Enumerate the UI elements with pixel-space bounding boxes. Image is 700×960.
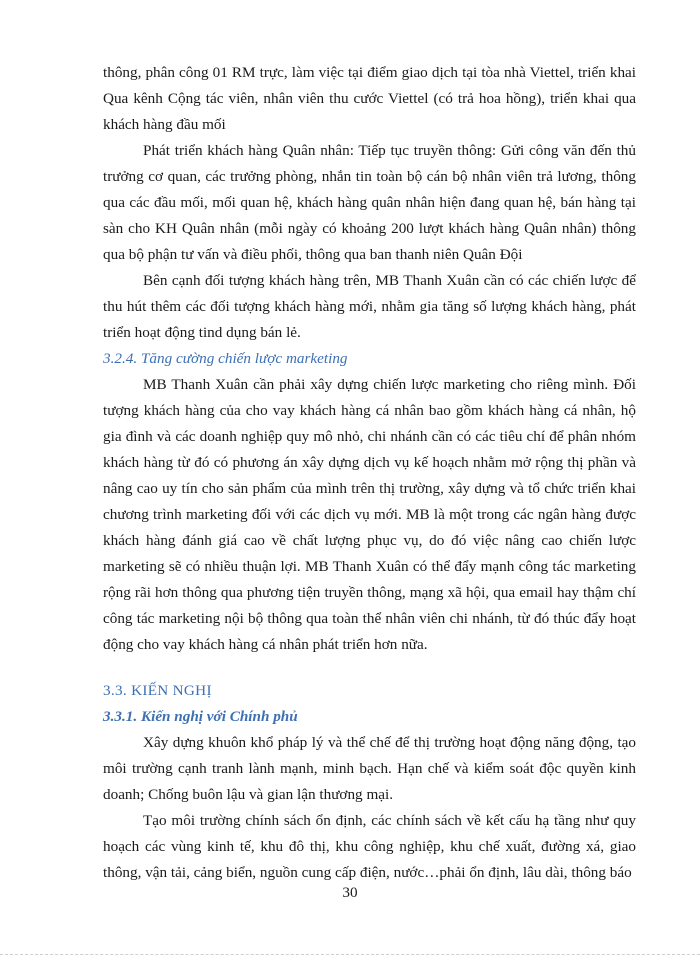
paragraph-chinh-sach: Tạo môi trường chính sách ổn định, các chính sách về kết cấu hạ tầng như quy hoạch các vùng kinh tế, khu đô thị, khu công nghiệp, khu chế xuất, đường xá, giao thông, vận tải, cảng biển, nguồn cung cấp điện, nước…phải ổn định, lâu dài, thông báo [103, 812, 636, 881]
body-text-bottom [103, 678, 636, 886]
page-bottom-rule [0, 954, 700, 955]
body-text-top [103, 60, 636, 658]
paragraph-doi-tuong: Bên cạnh đối tượng khách hàng trên, MB Thanh Xuân cần có các chiến lược để thu hút thêm các đối tượng khách hàng mới, nhằm gia tăng số lượng khách hàng, phát triển hoạt động tind dụng bán lẻ. [103, 272, 636, 341]
page-number: 30 [342, 884, 358, 901]
paragraph-marketing: MB Thanh Xuân cần phải xây dựng chiến lược marketing cho riêng mình. Đối tượng khách hàng của cho vay khách hàng cá nhân bao gồm khách hàng cá nhân, hộ gia đình và các doanh nghiệp quy mô nhỏ, chi nhánh cần có các tiêu chí để phân nhóm khách hàng từ đó có phương án xây dựng dịch vụ kế hoạch nhằm mở rộng thị phần và nâng cao uy tín cho sản phẩm của mình trên thị trường, xây dựng và tổ chức triển khai chương trình marketing đối với các dịch vụ mới. MB là một trong các ngân hàng được khách hàng đánh giá cao về chất lượng phục vụ, do đó việc nâng cao chiến lược marketing sẽ có nhiều thuận lợi. MB Thanh Xuân có thể đẩy mạnh công tác marketing rộng rãi hơn thông qua phương tiện truyền thông, mạng xã hội, qua email hay thậm chí công tác marketing nội bộ thông qua toàn thể nhân viên chi nhánh, từ đó thúc đẩy hoạt động cho vay khách hàng cá nhân phát triển hơn nữa. [103, 376, 636, 653]
heading-3-3: 3.3. KIẾN NGHỊ [103, 682, 212, 699]
heading-3-3-1: 3.3.1. Kiến nghị với Chính phủ [103, 708, 298, 725]
paragraph-quan-nhan: Phát triển khách hàng Quân nhân: Tiếp tục truyền thông: Gửi công văn đến thủ trưởng cơ quan, các trưởng phòng, nhắn tin toàn bộ cán bộ nhân viên trả lương, thông qua các đầu mối, mối quan hệ, khách hàng quân nhân hiện đang quan hệ, bán hàng tại sàn cho KH Quân nhân (mỗi ngày có khoảng 200 lượt khách hàng Quân nhân) thông qua bộ phận tư vấn và điều phối, thông qua ban thanh niên Quân Đội [103, 142, 636, 263]
heading-3-2-4: 3.2.4. Tăng cường chiến lược marketing [103, 350, 348, 367]
paragraph-phap-ly: Xây dựng khuôn khổ pháp lý và thể chế để thị trường hoạt động năng động, tạo môi trường cạnh tranh lành mạnh, minh bạch. Hạn chế và kiểm soát độc quyền kinh doanh; Chống buôn lậu và gian lận thương mại. [103, 734, 636, 803]
paragraph-viettel: thông, phân công 01 RM trực, làm việc tại điểm giao dịch tại tòa nhà Viettel, triển khai Qua kênh Cộng tác viên, nhân viên thu cước Viettel (có trả hoa hồng), triển khai qua khách hàng đầu mối [103, 64, 636, 133]
